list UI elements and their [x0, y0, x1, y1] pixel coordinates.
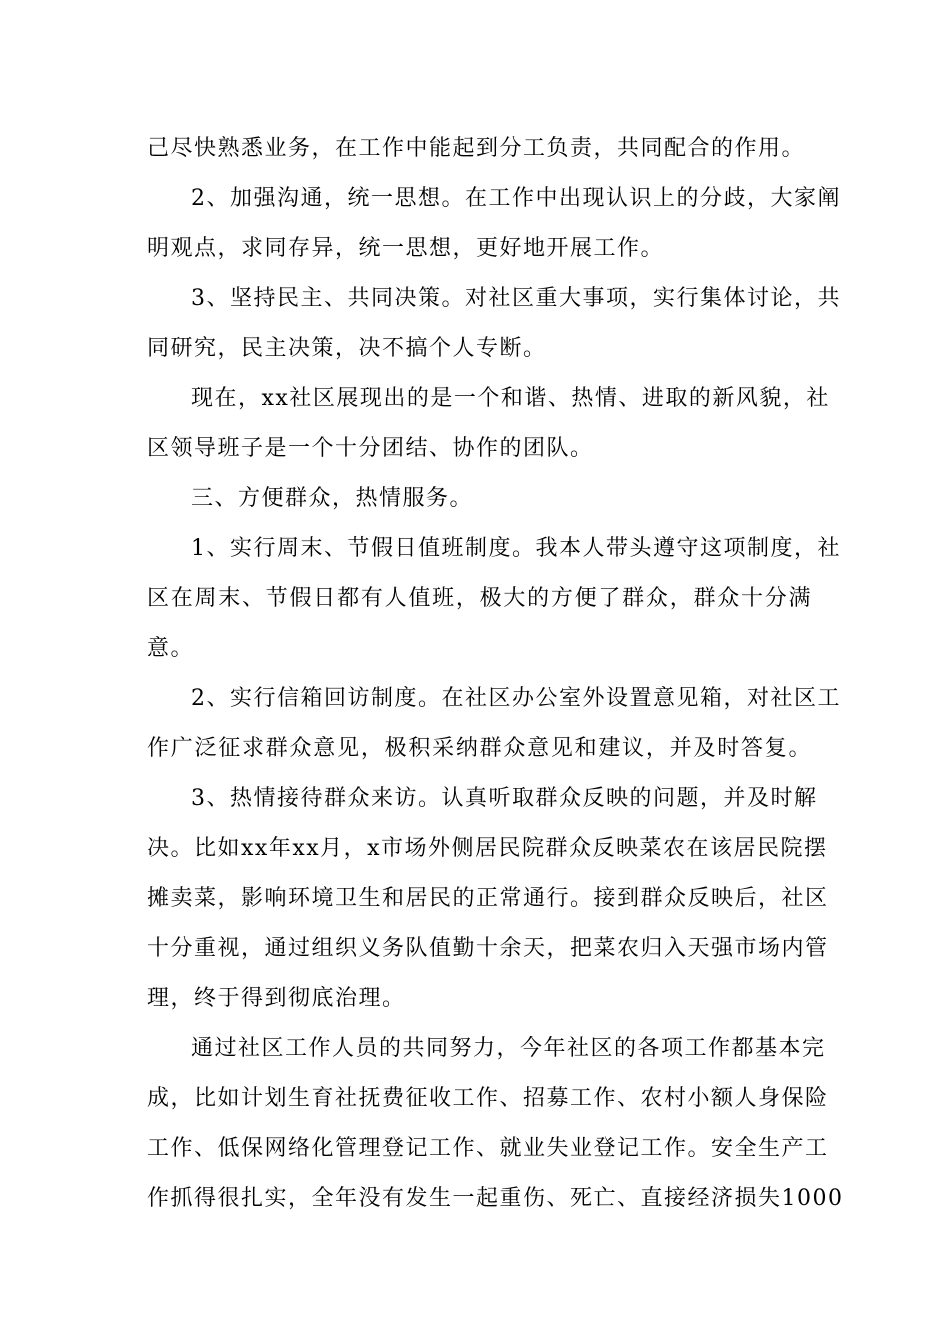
paragraph-line: 3、热情接待群众来访。认真听取群众反映的问题，并及时解 [191, 786, 818, 811]
body-text [147, 124, 844, 1224]
paragraph-line: 工作、低保网络化管理登记工作、就业失业登记工作。安全生产工 [147, 1136, 829, 1161]
paragraph-line: 己尽快熟悉业务，在工作中能起到分工负责，共同配合的作用。 [147, 136, 806, 161]
paragraph-line: 决。比如xx年xx月，x市场外侧居民院群众反映菜农在该居民院摆 [147, 836, 828, 861]
paragraph-line: 3、坚持民主、共同决策。对社区重大事项，实行集体讨论，共 [191, 286, 841, 311]
paragraph-line: 1、实行周末、节假日值班制度。我本人带头遵守这项制度，社 [191, 536, 841, 561]
paragraph-line: 2、加强沟通，统一思想。在工作中出现认识上的分歧，大家阐 [191, 186, 841, 211]
paragraph-line: 区领导班子是一个十分团结、协作的团队。 [147, 436, 594, 461]
paragraph-line: 2、实行信箱回访制度。在社区办公室外设置意见箱，对社区工 [191, 686, 841, 711]
paragraph-line: 理，终于得到彻底治理。 [147, 986, 406, 1011]
paragraph-line: 通过社区工作人员的共同努力，今年社区的各项工作都基本完 [191, 1036, 826, 1061]
paragraph-line: 意。 [147, 636, 195, 661]
paragraph-line: 现在，xx社区展现出的是一个和谐、热情、进取的新风貌，社 [191, 386, 830, 411]
paragraph-line: 作广泛征求群众意见，极积采纳群众意见和建议，并及时答复。 [147, 736, 812, 761]
paragraph-line: 成，比如计划生育社抚费征收工作、招募工作、农村小额人身保险 [147, 1086, 829, 1111]
paragraph-line: 作抓得很扎实，全年没有发生一起重伤、死亡、直接经济损失1000 [147, 1186, 844, 1211]
paragraph-line: 同研究，民主决策，决不搞个人专断。 [147, 336, 547, 361]
paragraph-line: 区在周末、节假日都有人值班，极大的方便了群众，群众十分满 [147, 586, 812, 611]
paragraph-line: 十分重视，通过组织义务队值勤十余天，把菜农归入天强市场内管 [147, 936, 829, 961]
paragraph-line: 明观点，求同存异，统一思想，更好地开展工作。 [147, 236, 665, 261]
paragraph-line: 摊卖菜，影响环境卫生和居民的正常通行。接到群众反映后，社区 [147, 886, 829, 911]
section-heading: 三、方便群众，热情服务。 [191, 486, 474, 511]
